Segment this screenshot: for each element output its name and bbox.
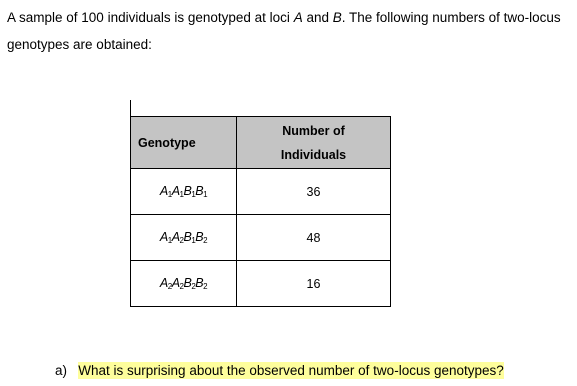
genotype-cell <box>131 215 237 261</box>
intro-text-2: and <box>302 10 333 25</box>
genotype-formula: $A_1A_1B_1B_1$ <box>159 184 208 199</box>
genotype-table <box>130 116 391 307</box>
header-genotype: Genotype <box>131 117 237 169</box>
intro-text-3: . The following numbers of two-locus genotypes are obtained: <box>7 10 561 52</box>
table-row <box>131 261 391 307</box>
genotype-formula: $A_1A_2B_1B_2$ <box>159 230 208 245</box>
genotype-cell <box>131 169 237 215</box>
question-marker: a) <box>55 363 68 378</box>
table-row <box>131 169 391 215</box>
header-number-of-individuals <box>237 117 391 169</box>
table-header-row <box>131 117 391 169</box>
question-text: What is surprising about the observed number of two-locus genotypes? <box>78 363 504 378</box>
table-top-line <box>130 100 131 116</box>
locus-b-label: B <box>332 10 342 25</box>
table-row <box>131 215 391 261</box>
count-cell: 48 <box>237 215 391 261</box>
count-cell: 36 <box>237 169 391 215</box>
header-count-line1: Number of <box>282 123 345 138</box>
question-a <box>55 361 504 381</box>
header-count-line2: Individuals <box>280 147 347 162</box>
intro-text-1: A sample of 100 individuals is genotyped at loci <box>7 10 294 25</box>
count-cell: 16 <box>237 261 391 307</box>
genotype-formula: $A_2A_2B_2B_2$ <box>159 276 208 291</box>
intro-paragraph <box>7 4 567 58</box>
genotype-cell <box>131 261 237 307</box>
locus-a-label: A <box>293 10 303 25</box>
